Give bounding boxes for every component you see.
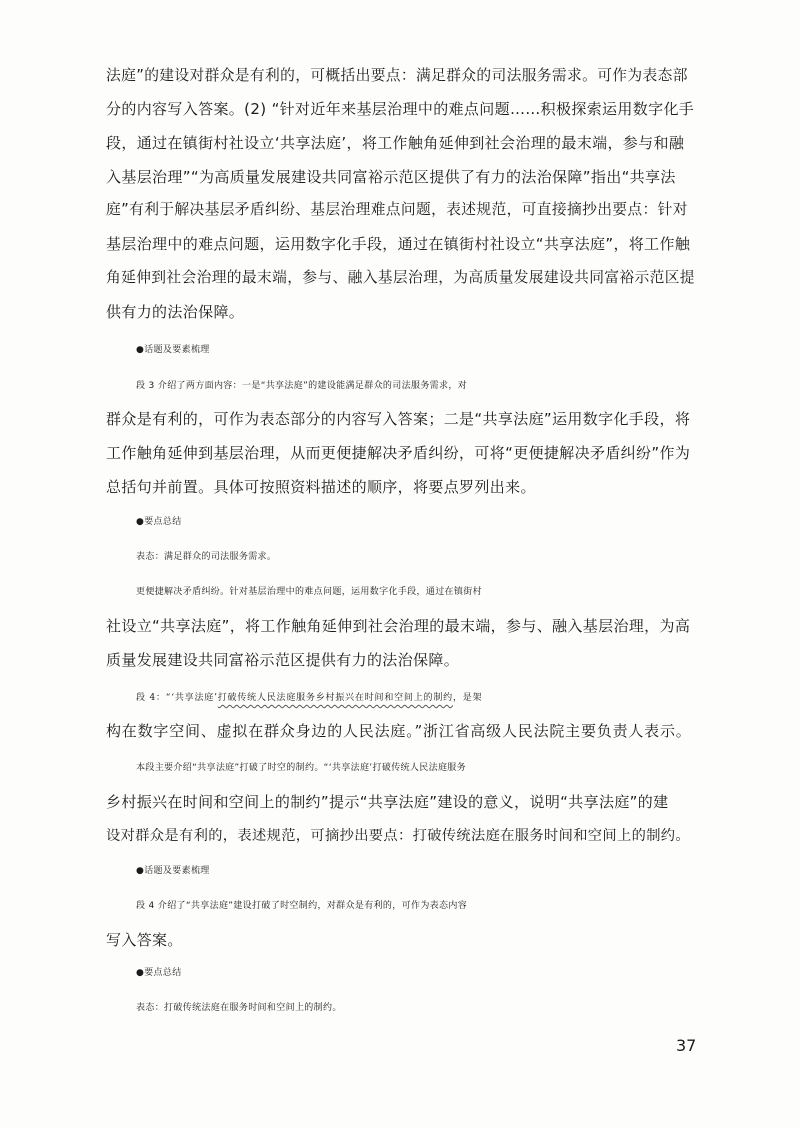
text-line: 社设立“共享法庭”，将工作触角延伸到社会治理的最末端，参与、融入基层治理，为高 xyxy=(106,617,691,635)
section-heading: ●话题及要素梳理 xyxy=(136,345,210,355)
quote-line xyxy=(136,688,726,708)
section-heading: ●要点总结 xyxy=(136,517,182,527)
text-line: 质量发展建设共同富裕示范区提供有力的法治保障。 xyxy=(106,651,460,669)
text-line: 工作触角延伸到基层治理，从而更便捷解决矛盾纠纷，可将“更便捷解决矛盾纠纷”作为 xyxy=(106,444,691,462)
text-line: 入基层治理”“为高质量发展建设共同富裕示范区提供了有力的法治保障”指出“共享法 xyxy=(106,168,676,186)
wavy-underlined-text: 打破传统人民法庭服务乡村振兴在时间和空间上的制约 xyxy=(217,693,453,703)
text-line: 庭”有利于解决基层矛盾纠纷、基层治理难点问题，表述规范，可直接摘抄出要点：针对 xyxy=(106,201,688,218)
text-line: 设对群众是有利的，表述规范，可摘抄出要点：打破传统法庭在服务时间和空间上的制约。 xyxy=(106,828,691,844)
quote-line: 构在数字空间、虚拟在群众身边的人民法庭。”浙江省高级人民法院主要负责人表示。 xyxy=(106,722,692,740)
quote-suffix: ，是架 xyxy=(452,693,483,703)
quote-term: ‘共享法庭’ xyxy=(171,693,218,703)
text-line: 段 3 介绍了两方面内容：一是“共享法庭”的建设能满足群众的司法服务需求，对 xyxy=(136,381,468,391)
text-line: 乡村振兴在时间和空间上的制约”提示“共享法庭”建设的意义，说明“共享法庭”的建 xyxy=(106,793,669,811)
text-line: 群众是有利的，可作为表态部分的内容写入答案；二是“共享法庭”运用数字化手段，将 xyxy=(106,410,691,428)
text-line: 供有力的法治保障。 xyxy=(106,303,245,321)
text-line: 段 4 介绍了“共享法庭”建设打破了时空制约，对群众是有利的，可作为表态内容 xyxy=(136,901,468,911)
section-heading: ●要点总结 xyxy=(136,968,182,978)
text-line: 法庭”的建设对群众是有利的，可概括出要点：满足群众的司法服务需求。可作为表态部 xyxy=(106,67,688,84)
text-line: 写入答案。 xyxy=(106,931,183,949)
quote-prefix: 段 4：“ xyxy=(136,693,172,703)
page-number: 37 xyxy=(676,1036,697,1055)
text-line: 总括句并前置。具体可按照资料描述的顺序，将要点罗列出来。 xyxy=(106,478,536,496)
text-line: 本段主要介绍“共享法庭”打破了时空的制约。“‘共享法庭’打破传统人民法庭服务 xyxy=(136,763,467,773)
text-line: 分的内容写入答案。(2) “针对近年来基层治理中的难点问题……积极探索运用数字化手 xyxy=(106,100,695,118)
text-line: 基层治理中的难点问题，运用数字化手段，通过在镇街村社设立“共享法庭”，将工作触 xyxy=(106,235,691,253)
text-line: 表态：打破传统法庭在服务时间和空间上的制约。 xyxy=(136,1003,342,1013)
text-line: 更便捷解决矛盾纠纷。针对基层治理中的难点问题，运用数字化手段，通过在镇街村 xyxy=(136,587,482,597)
text-line: 角延伸到社会治理的最末端，参与、融入基层治理，为高质量发展建设共同富裕示范区提 xyxy=(106,269,695,286)
text-line: 表态：满足群众的司法服务需求。 xyxy=(136,552,277,562)
section-heading: ●话题及要素梳理 xyxy=(136,866,210,876)
text-line: 段，通过在镇街村社设立‘共享法庭’，将工作触角延伸到社会治理的最末端，参与和融 xyxy=(106,134,685,152)
